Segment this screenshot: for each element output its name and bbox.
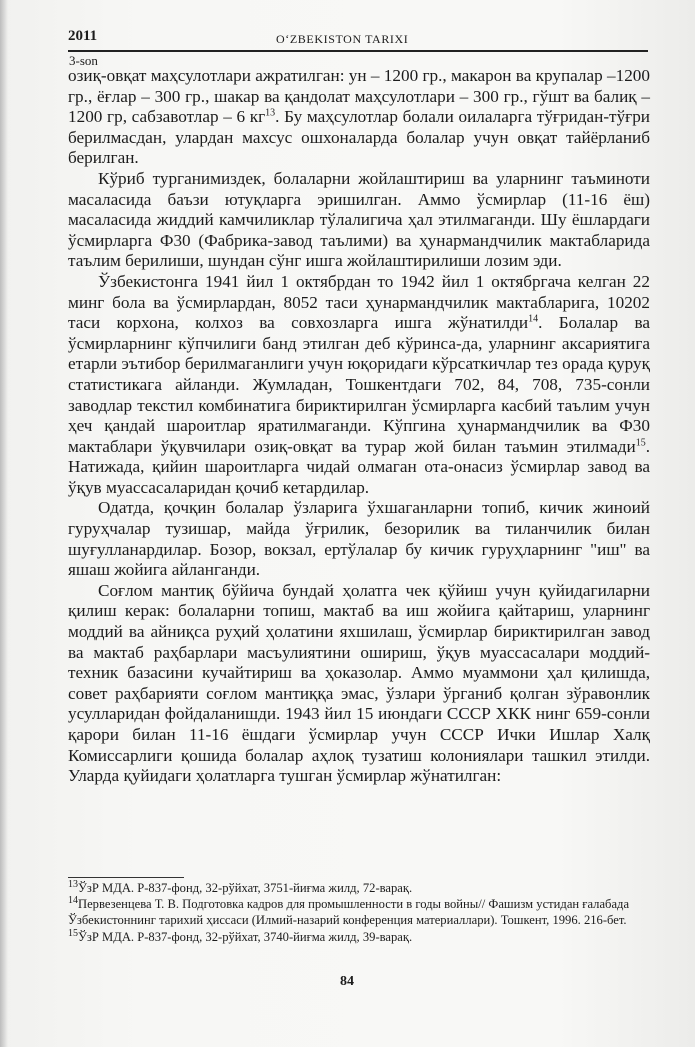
footnote-13: $^{13}$ЎзР МДА. Р-837-фонд, 32-рўйхат, 3751-йиғма жилд, 72-варақ. — [68, 878, 413, 895]
paragraph-3: Ўзбекистонга 1941 йил 1 октябрдан то 1942 йил 1 октябргача келган 22 минг бола ва ўсмирлардан, 8052 таси ҳунармандчилик мактабларига, 10202 таси корхона, колхоз ва совхозларга ишга жўнатилди$^{14}$. Болалар ва ўсмирларнинг кўпчилиги банд этилган деб кўринса-да, уларнинг аксариятига етарли эътибор берилмаганлиги учун юқоридаги кўрсаткичлар тез орада қуруқ статистикага айланди. Жумладан, Тошкентдаги 702, 84, 708, 735-сонли заводлар текстил комбинатига бириктирилган ўсмирларга касбий таълим учун ҳеч қандай шароитлар яратилмаганди. Кўпгина ҳунармандчилик ва Ф30 мактаблари ўқувчилари озиқ-овқат ва турар жой билан таъмин этилмади$^{15}$. Натижада, қийин шароитларга чидай олмаган ота-онасиз ўсмирлар завод ва ўқув муассасаларидан қочиб кетардилар. — [68, 271, 650, 497]
footnote-ref-13[interactable]: 13 — [265, 107, 276, 119]
paragraph-2: Кўриб турганимиздек, болаларни жойлаштириш ва уларнинг таъминоти масаласида баъзи ютуқларга эришилган. Аммо ўсмирлар (11-16 ёш) масаласида жиддий камчиликлар тўлалигича ҳал этилмаганди. Шу ёшлардаги ўсмирларга Ф30 (Фабрика-завод таълими) ва ҳунармандчилик мактабларида таълим берилиши, шундан сўнг ишга жойлаштирилиши лозим эди. — [68, 168, 650, 271]
footnote-14: $^{14}$Первезенцева Т. В. Подготовка кадров для промышленности в годы войны// Фашизм устидан ғалабада Ўзбекистоннинг тарихий ҳиссаси (Илмий-назарий конференция материаллари). Тошкент, 1996. 216-бет. — [68, 895, 630, 928]
paragraph-1: озиқ-овқат маҳсулотлари ажратилган: ун – 1200 гр., макарон ва крупалар –1200 гр., ёғлар – 300 гр., шакар ва қандолат маҳсулотлари – 300 гр., гўшт ва балиқ – 1200 гр, сабзавотлар – 6 $кг^{13}$. Бу маҳсулотлар болали оилаларга тўғридан-тўғри берилмасдан, улардан махсус ошхоналарда болалар учун овқат тайёрланиб берилган. — [68, 66, 650, 168]
running-header — [68, 28, 652, 50]
footnote-rule — [68, 877, 184, 878]
footnotes — [68, 880, 652, 945]
page-gutter-shadow — [0, 0, 8, 1047]
header-journal-title: O‘ZBEKISTON TARIXI — [276, 32, 409, 46]
header-year: 2011 — [68, 28, 98, 44]
paragraph-5: Соғлом мантиқ бўйича бундай ҳолатга чек қўйиш учун қуйидагиларни қилиш керак: болаларни топиш, мактаб ва иш жойига қайтариш, уларнинг моддий ва айниқса руҳий ҳолатини яхшилаш, ўсмирлар бириктирилган завод ва мактаб раҳбарлари масъулиятини ошириш, ўқув муассасалари моддий-техник базасини кучайтириш ва ҳоказолар. Аммо муаммони ҳал қилишда, совет раҳбарияти соғлом мантиққа эмас, ўзлари ўрганиб қолган зўравонлик усулларидан фойдаланишди. 1943 йил 15 июндаги СССР ХКК нинг 659-сонли қарори билан 11-16 ёшдаги ўсмирлар учун СССР Ички Ишлар Халқ Комиссарлиги қошида болалар аҳлоқ тузатиш колониялари ташкил этилди. Уларда қуйидаги ҳолатларга тушган ўсмирлар жўнатилган: — [68, 580, 650, 786]
footnote-15: $^{15}$ЎзР МДА. Р-837-фонд, 32-рўйхат, 3740-йиғма жилд, 39-варақ. — [68, 927, 413, 944]
footnote-ref-14[interactable]: 14 — [528, 313, 539, 325]
header-rule — [68, 50, 648, 52]
footnote-ref-15[interactable]: 15 — [635, 436, 646, 448]
article-body — [68, 66, 650, 787]
issue-label: 3-son — [69, 53, 98, 68]
page-number: 84 — [340, 974, 354, 989]
paragraph-4: Одатда, қочқин болалар ўзларига ўхшаганларни топиб, кичик жиноий гуруҳчалар тузишар, майда ўғрилик, безорилик ва тиланчилик билан шуғулланардилар. Бозор, вокзал, ертўлалар бу кичик гуруҳларнинг "иш" ва яшаш жойига айланганди. — [68, 498, 650, 580]
